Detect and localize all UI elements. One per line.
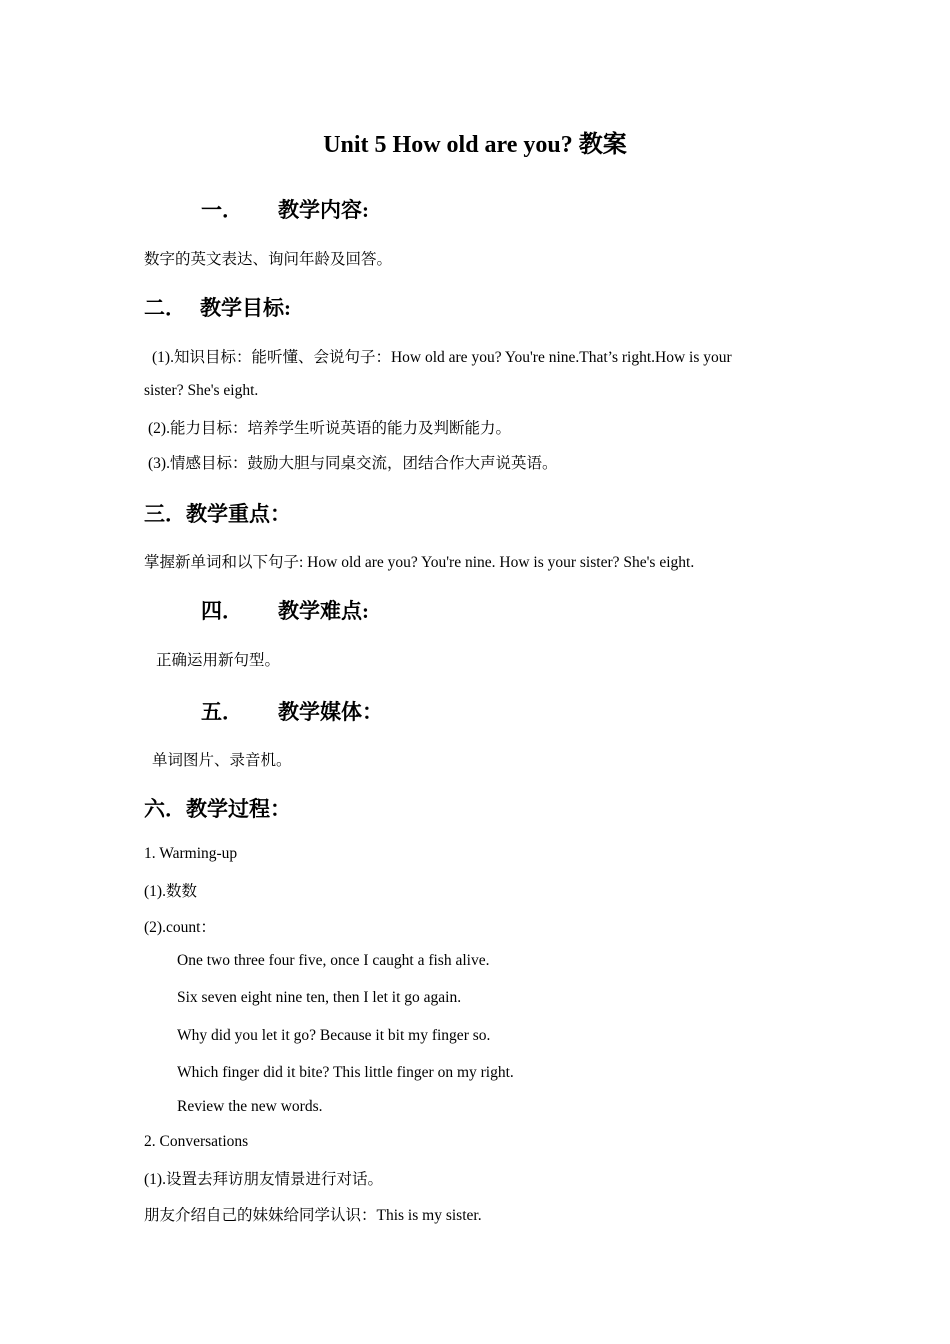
section-2-heading: 教学目标: <box>200 296 291 320</box>
section-2-number: 二． <box>144 296 186 320</box>
step-conversations: 2. Conversations <box>144 1133 249 1150</box>
objective-knowledge-line1: (1).知识目标：能听懂、会说句子：How old are you? You're nine.That’s right.How is your <box>152 349 732 366</box>
objective-knowledge-line2: sister? She's eight. <box>144 382 259 399</box>
rhyme-line: Six seven eight nine ten, then I let it go again. <box>177 989 462 1006</box>
step-warming-up: 1. Warming-up <box>144 845 238 862</box>
rhyme-line: Which finger did it bite? This little finger on my right. <box>177 1064 514 1081</box>
section-5-text: 单词图片、录音机。 <box>152 752 292 769</box>
section-4-text: 正确运用新句型。 <box>156 652 281 669</box>
step-conversations-setup: (1).设置去拜访朋友情景进行对话。 <box>144 1171 383 1188</box>
section-4-number: 四． <box>201 599 243 623</box>
section-3-text: 掌握新单词和以下句子: How old are you? You're nine. How is your sister? She's eight. <box>144 554 695 571</box>
step-conversations-intro: 朋友介绍自己的妹妹给同学认识：This is my sister. <box>144 1207 482 1224</box>
step-warming-up-count: (2).count： <box>144 919 216 936</box>
section-5-heading: 教学媒体： <box>278 700 383 724</box>
step-warming-up-counting: (1).数数 <box>144 883 197 900</box>
section-1-text: 数字的英文表达、询问年龄及回答。 <box>144 251 393 268</box>
rhyme-line: Why did you let it go? Because it bit my finger so. <box>177 1027 491 1044</box>
section-4-heading: 教学难点: <box>278 599 369 623</box>
section-5-number: 五． <box>201 700 243 724</box>
review-words-line: Review the new words. <box>177 1098 323 1115</box>
rhyme-line: One two three four five, once I caught a fish alive. <box>177 952 490 969</box>
section-1-heading: 教学内容: <box>278 198 369 222</box>
section-6-heading: 六．教学过程： <box>144 797 291 821</box>
objective-emotion: (3).情感目标：鼓励大胆与同桌交流，团结合作大声说英语。 <box>148 455 558 472</box>
section-3-heading: 三．教学重点： <box>144 502 291 526</box>
document-title: Unit 5 How old are you? 教案 <box>323 132 627 158</box>
section-1-number: 一． <box>201 198 243 222</box>
objective-ability: (2).能力目标：培养学生听说英语的能力及判断能力。 <box>148 420 511 437</box>
